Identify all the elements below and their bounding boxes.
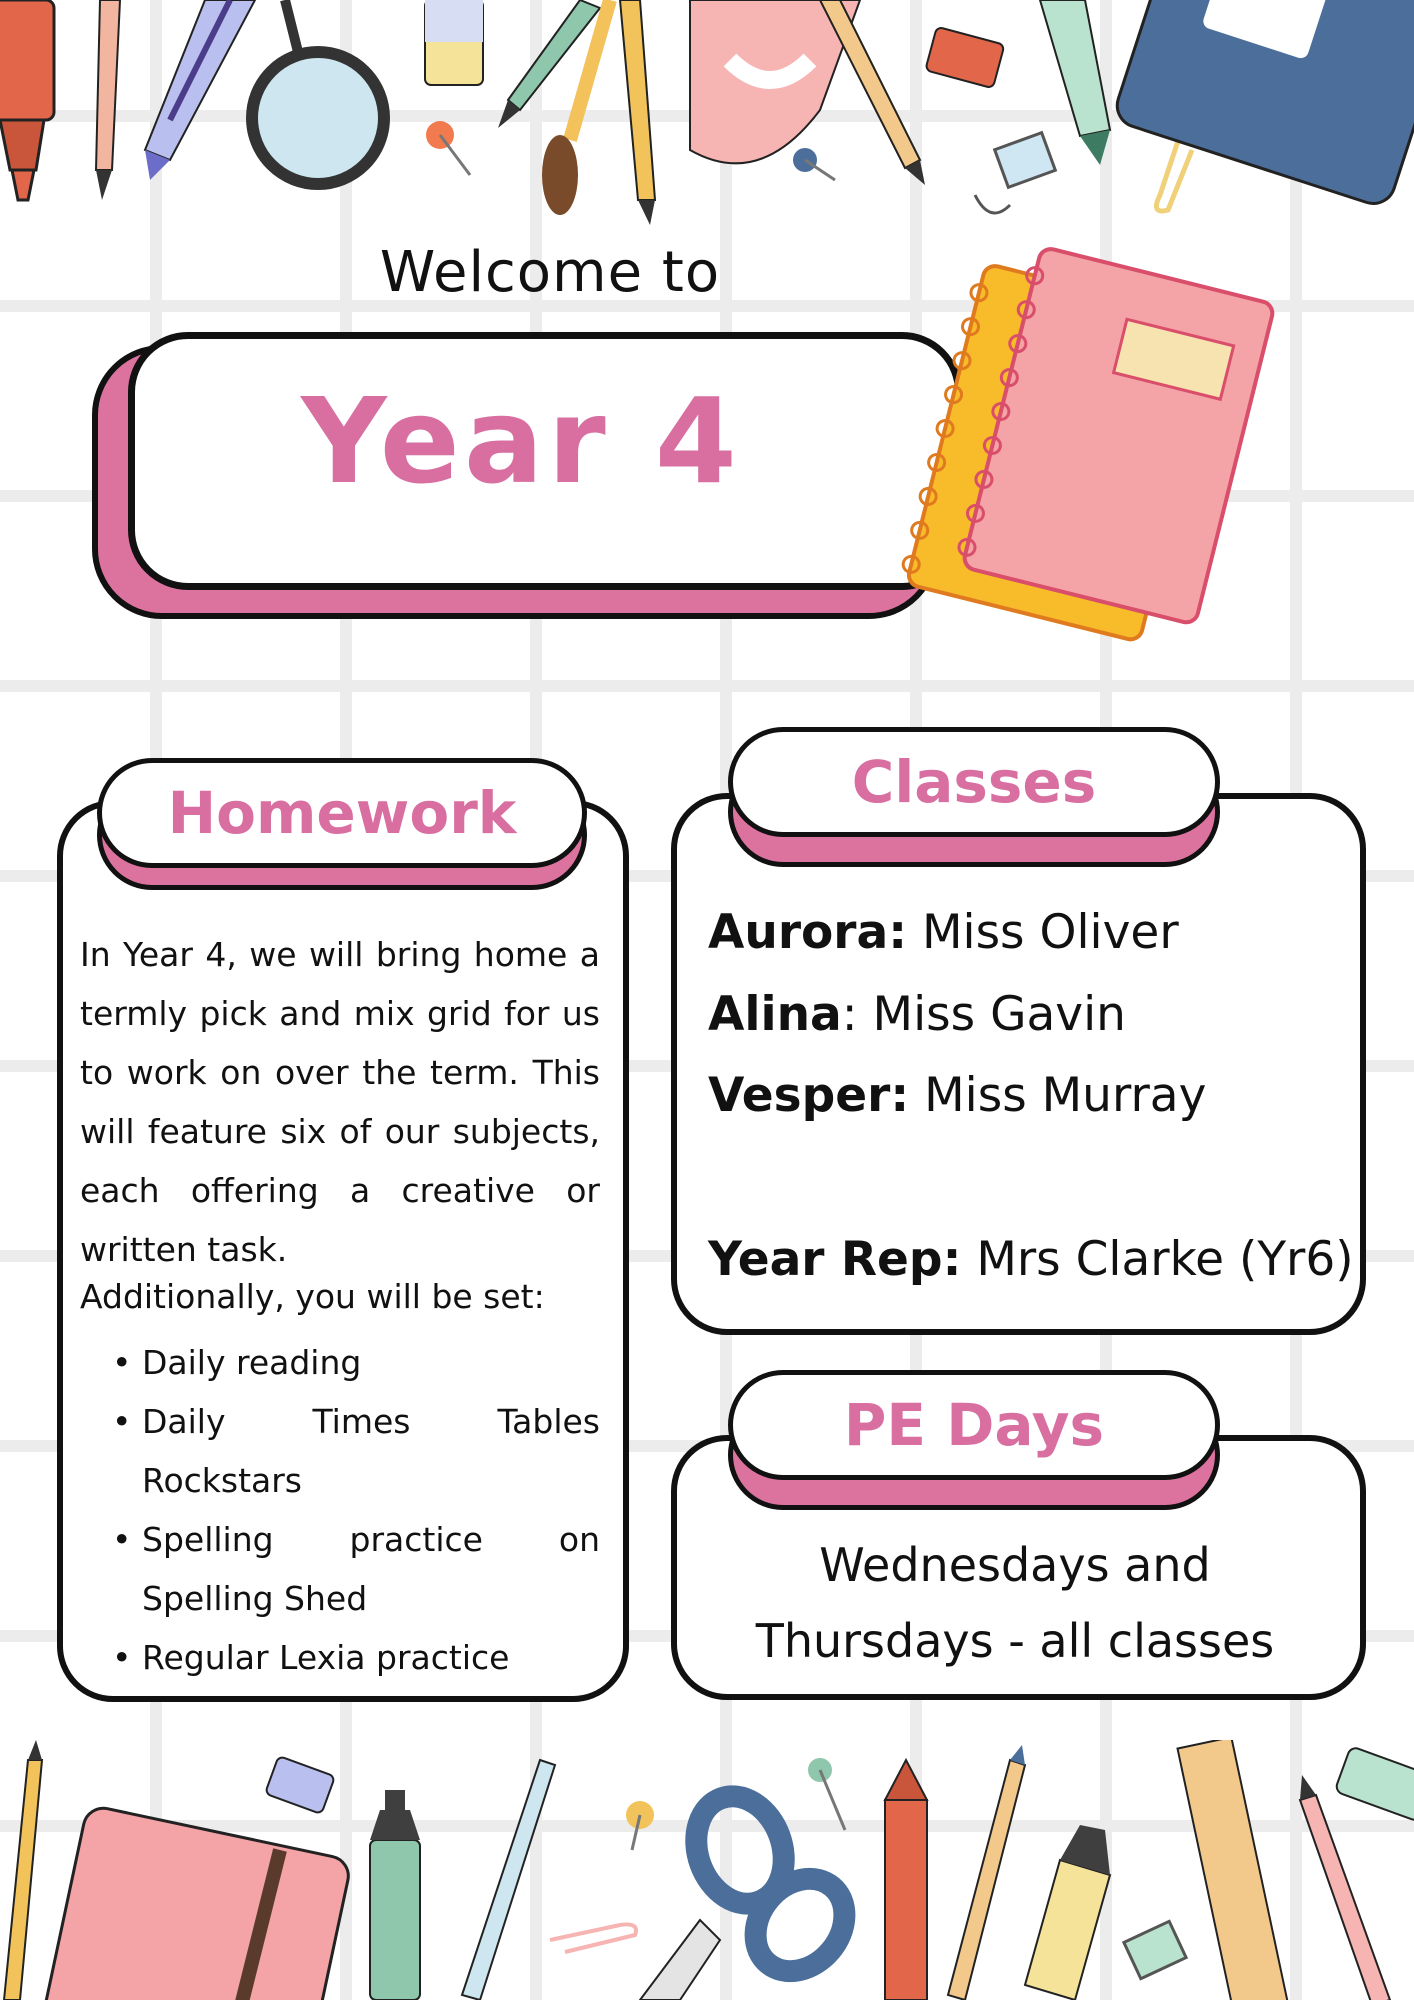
pencil-icon: [96, 0, 120, 200]
classes-heading: Classes: [728, 727, 1220, 837]
highlighter-icon: [1025, 1825, 1110, 2000]
paperclip-icon: [550, 1924, 636, 1952]
pencil-icon: [1300, 1775, 1390, 2000]
pencil-icon: [885, 1760, 927, 2000]
pen-icon: [145, 0, 255, 180]
pen-icon: [948, 1745, 1025, 2000]
class-row-alina: Alina: Miss Gavin: [708, 987, 1126, 1042]
spiral-notebook-icon: [38, 1805, 352, 2000]
binder-clip-icon: [975, 133, 1055, 213]
homework-list: [80, 1333, 600, 1687]
magnifier-icon: [252, 0, 384, 184]
list-item: • Daily reading: [112, 1343, 362, 1382]
sharpener-icon: [925, 27, 1004, 89]
homework-additional: Additionally, you will be set:: [80, 1277, 545, 1316]
ruler-icon: [1178, 1740, 1288, 2000]
pushpin-icon: [426, 121, 470, 175]
pencil-icon: [4, 1740, 42, 2000]
class-row-aurora: Aurora: Miss Oliver: [708, 905, 1179, 960]
homework-intro: In Year 4, we will bring home a termly pick and mix grid for us to work on over the term. This will feature six of our subjects, each offering a creative or written task.: [80, 935, 600, 1269]
list-item: • Daily Times Tables Rockstars: [112, 1402, 600, 1500]
pe-days-text: Wednesdays and Thursdays - all classes: [755, 1538, 1275, 1668]
highlighter-icon: [0, 0, 54, 200]
eraser-icon: [1335, 1746, 1414, 1822]
pushpin-icon: [808, 1758, 845, 1830]
pen-icon: [462, 1760, 555, 2000]
page-title: Year 4: [301, 372, 741, 510]
scissors-icon: [640, 1784, 863, 2000]
pe-heading: PE Days: [728, 1370, 1220, 1480]
list-item: • Spelling practice on Spelling Shed: [112, 1520, 600, 1618]
pencil-icon: [820, 0, 925, 185]
top-stationery-decoration: [0, 0, 1414, 240]
welcome-text: Welcome to: [379, 240, 721, 305]
pushpin-icon: [626, 1801, 654, 1850]
sharpener-icon: [265, 1756, 335, 1814]
homework-heading: Homework: [97, 758, 587, 868]
eraser-icon: [425, 0, 483, 85]
marker-icon: [370, 1790, 420, 2000]
list-item: • Regular Lexia practice: [112, 1638, 510, 1677]
spiral-notebook-icon: [1112, 0, 1414, 209]
marker-icon: [1040, 0, 1110, 165]
class-row-vesper: Vesper: Miss Murray: [708, 1068, 1207, 1123]
paperclip-icon: [1156, 135, 1192, 211]
binder-clip-icon: [1124, 1921, 1186, 1978]
year-rep-row: Year Rep: Mrs Clarke (Yr6): [708, 1232, 1354, 1287]
pencil-icon: [620, 0, 655, 225]
pushpin-icon: [793, 148, 835, 180]
bottom-stationery-decoration: [0, 1740, 1414, 2000]
